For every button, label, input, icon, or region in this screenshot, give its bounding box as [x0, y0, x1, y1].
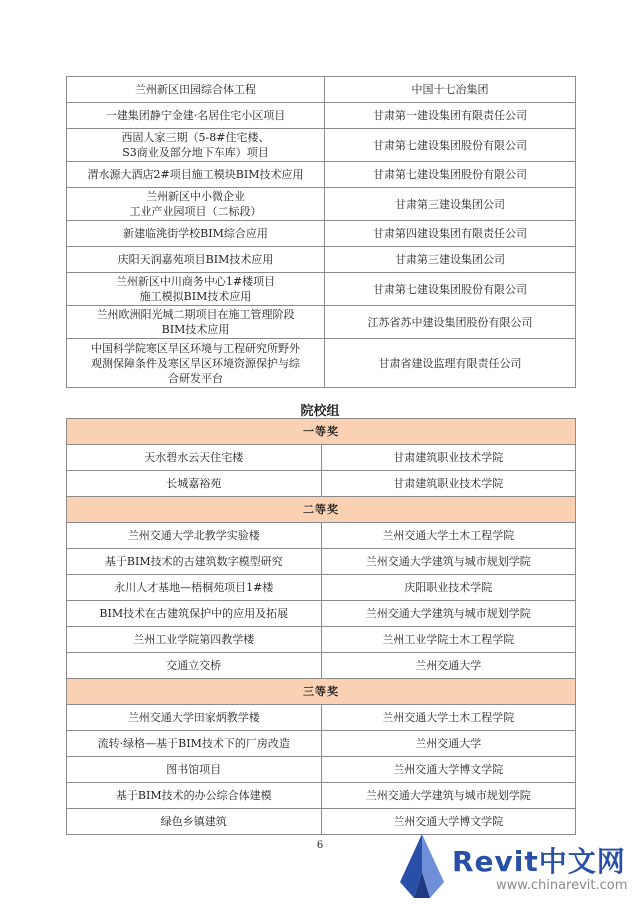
organization-cell: 甘肃第七建设集团股份有限公司	[325, 273, 576, 306]
organization-cell: 兰州交通大学土木工程学院	[321, 705, 576, 731]
table-row	[67, 103, 576, 129]
table-row	[67, 445, 576, 471]
project-name-cell: BIM技术在古建筑保护中的应用及拓展	[67, 601, 322, 627]
project-name-cell: 长城嘉裕苑	[67, 471, 322, 497]
organization-cell: 兰州交通大学建筑与城市规划学院	[321, 783, 576, 809]
award-tier-label: 二等奖	[67, 497, 576, 523]
organization-cell: 甘肃建筑职业技术学院	[321, 471, 576, 497]
project-name-cell: 绿色乡镇建筑	[67, 809, 322, 835]
table-row	[67, 523, 576, 549]
organization-cell: 兰州交通大学	[321, 731, 576, 757]
table-row	[67, 188, 576, 221]
award-tier-band	[67, 679, 576, 705]
project-name-cell: 渭水源大酒店2#项目施工模块BIM技术应用	[67, 162, 325, 188]
table-row	[67, 705, 576, 731]
project-name-cell: 中国科学院寒区旱区环境与工程研究所野外 观测保障条件及寒区旱区环境资源保护与综 合研发平台	[67, 339, 325, 388]
project-name-cell: 图书馆项目	[67, 757, 322, 783]
project-name-cell: 兰州交通大学田家炳教学楼	[67, 705, 322, 731]
table-row	[67, 757, 576, 783]
project-name-cell: 兰州新区田园综合体工程	[67, 77, 325, 103]
revit-logo-icon	[396, 832, 448, 900]
table-row	[67, 549, 576, 575]
organization-cell: 甘肃第三建设集团公司	[325, 247, 576, 273]
award-tier-band	[67, 419, 576, 445]
table-row	[67, 129, 576, 162]
project-name-cell: 西固人家三期（5-8#住宅楼、 S3商业及部分地下车库）项目	[67, 129, 325, 162]
award-tier-band	[67, 497, 576, 523]
table-row	[67, 247, 576, 273]
organization-cell: 兰州工业学院土木工程学院	[321, 627, 576, 653]
organization-cell: 兰州交通大学建筑与城市规划学院	[321, 601, 576, 627]
table-row	[67, 575, 576, 601]
page-number: 6	[316, 840, 324, 851]
organization-cell: 兰州交通大学建筑与城市规划学院	[321, 549, 576, 575]
organization-cell: 甘肃第三建设集团公司	[325, 188, 576, 221]
project-name-cell: 流转·绿格—基于BIM技术下的厂房改造	[67, 731, 322, 757]
project-name-cell: 兰州欧洲阳光城二期项目在施工管理阶段 BIM技术应用	[67, 306, 325, 339]
organization-cell: 甘肃第一建设集团有限责任公司	[325, 103, 576, 129]
table-row	[67, 306, 576, 339]
project-name-cell: 基于BIM技术的办公综合体建模	[67, 783, 322, 809]
organization-cell: 甘肃第四建设集团有限责任公司	[325, 221, 576, 247]
organization-cell: 甘肃省建设监理有限责任公司	[325, 339, 576, 388]
table-row	[67, 627, 576, 653]
table-row	[67, 731, 576, 757]
project-name-cell: 天水碧水云天住宅楼	[67, 445, 322, 471]
watermark	[392, 828, 640, 904]
project-name-cell: 兰州新区中小微企业 工业产业园项目（二标段）	[67, 188, 325, 221]
project-name-cell: 永川人才基地—梧桐苑项目1#楼	[67, 575, 322, 601]
watermark-url: www.chinarevit.com	[496, 878, 628, 893]
table-row	[67, 162, 576, 188]
table-row	[67, 273, 576, 306]
organization-cell: 庆阳职业技术学院	[321, 575, 576, 601]
project-name-cell: 兰州新区中川商务中心1#楼项目 施工模拟BIM技术应用	[67, 273, 325, 306]
organization-cell: 甘肃第七建设集团股份有限公司	[325, 162, 576, 188]
organization-cell: 中国十七冶集团	[325, 77, 576, 103]
organization-cell: 兰州交通大学博文学院	[321, 757, 576, 783]
organization-cell: 甘肃建筑职业技术学院	[321, 445, 576, 471]
table-row	[67, 471, 576, 497]
table-row	[67, 77, 576, 103]
project-name-cell: 庆阳天润嘉苑项目BIM技术应用	[67, 247, 325, 273]
project-name-cell: 交通立交桥	[67, 653, 322, 679]
table-row	[67, 601, 576, 627]
organization-cell: 兰州交通大学博文学院	[321, 809, 576, 835]
organization-cell: 甘肃第七建设集团股份有限公司	[325, 129, 576, 162]
table-row	[67, 783, 576, 809]
enterprise-awards-table	[66, 76, 576, 388]
organization-cell: 兰州交通大学	[321, 653, 576, 679]
table-row	[67, 339, 576, 388]
award-tier-label: 三等奖	[67, 679, 576, 705]
watermark-title: Revit中文网	[452, 845, 626, 878]
project-name-cell: 一建集团静宁金建·名居住宅小区项目	[67, 103, 325, 129]
project-name-cell: 兰州工业学院第四教学楼	[67, 627, 322, 653]
organization-cell: 江苏省苏中建设集团股份有限公司	[325, 306, 576, 339]
project-name-cell: 兰州交通大学北教学实验楼	[67, 523, 322, 549]
project-name-cell: 新建临洮街学校BIM综合应用	[67, 221, 325, 247]
table-row	[67, 653, 576, 679]
table-row	[67, 221, 576, 247]
school-awards-table	[66, 418, 576, 835]
award-tier-label: 一等奖	[67, 419, 576, 445]
organization-cell: 兰州交通大学土木工程学院	[321, 523, 576, 549]
project-name-cell: 基于BIM技术的古建筑数字模型研究	[67, 549, 322, 575]
group-title: 院校组	[300, 404, 340, 419]
